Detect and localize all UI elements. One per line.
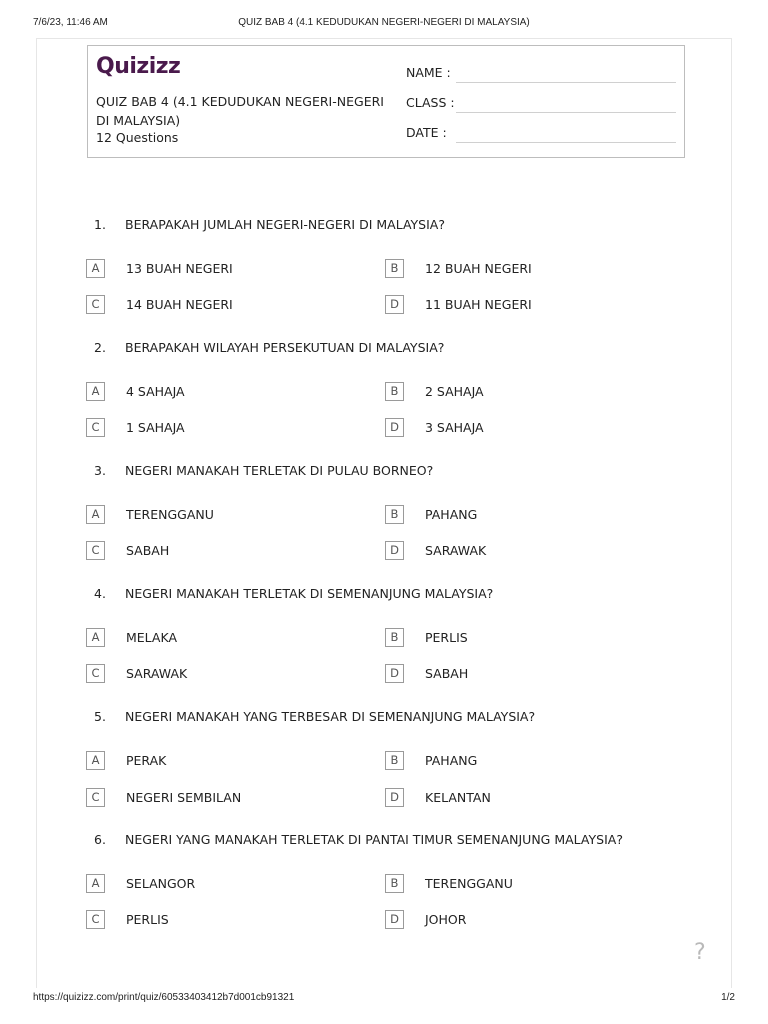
option-letter-box: B <box>385 874 404 893</box>
option-letter-box: D <box>385 295 404 314</box>
option-text: KELANTAN <box>425 790 491 805</box>
date-field <box>406 123 676 143</box>
option-text: PERLIS <box>425 630 468 645</box>
option-text: 4 SAHAJA <box>126 384 185 399</box>
question-text: NEGERI MANAKAH YANG TERBESAR DI SEMENANJUNG MALAYSIA? <box>125 709 536 724</box>
print-header <box>0 17 768 31</box>
question-text: BERAPAKAH JUMLAH NEGERI-NEGERI DI MALAYSIA? <box>125 217 445 232</box>
option-letter-box: C <box>86 541 105 560</box>
question-number: 1. <box>94 217 106 232</box>
option-letter-box: C <box>86 418 105 437</box>
option-letter-box: B <box>385 382 404 401</box>
option-text: 11 BUAH NEGERI <box>425 297 532 312</box>
class-label: CLASS : <box>406 95 455 110</box>
option-letter-box: A <box>86 382 105 401</box>
print-title: QUIZ BAB 4 (4.1 KEDUDUKAN NEGERI-NEGERI DI MALAYSIA) <box>238 17 530 28</box>
quiz-header-box <box>87 45 685 158</box>
option-text: 12 BUAH NEGERI <box>425 261 532 276</box>
quiz-title: QUIZ BAB 4 (4.1 KEDUDUKAN NEGERI-NEGERI DI MALAYSIA) <box>96 94 384 128</box>
question-number: 6. <box>94 832 106 847</box>
name-field <box>406 63 676 83</box>
option-letter-box: A <box>86 259 105 278</box>
option-text: SARAWAK <box>126 666 188 681</box>
option-text: PAHANG <box>425 507 478 522</box>
option-letter-box: D <box>385 788 404 807</box>
class-field <box>406 93 676 113</box>
option-letter-box: C <box>86 295 105 314</box>
help-question-icon[interactable]: ? <box>694 940 706 965</box>
question-number: 4. <box>94 586 106 601</box>
option-letter-box: A <box>86 874 105 893</box>
option-letter-box: D <box>385 664 404 683</box>
question-text: NEGERI MANAKAH TERLETAK DI SEMENANJUNG MALAYSIA? <box>125 586 494 601</box>
question-count: 12 Questions <box>96 130 179 145</box>
option-letter-box: D <box>385 418 404 437</box>
question-text: NEGERI YANG MANAKAH TERLETAK DI PANTAI TIMUR SEMENANJUNG MALAYSIA? <box>125 832 623 847</box>
option-letter-box: B <box>385 259 404 278</box>
option-text: PERAK <box>126 753 167 768</box>
option-text: 2 SAHAJA <box>425 384 484 399</box>
option-letter-box: B <box>385 505 404 524</box>
page-number: 1/2 <box>721 992 735 1003</box>
print-url: https://quizizz.com/print/quiz/60533403412b7d001cb91321 <box>33 992 295 1003</box>
option-text: 3 SAHAJA <box>425 420 484 435</box>
option-text: JOHOR <box>425 912 467 927</box>
question-number: 5. <box>94 709 106 724</box>
option-text: 1 SAHAJA <box>126 420 185 435</box>
name-line <box>456 82 676 83</box>
date-label: DATE : <box>406 125 447 140</box>
option-text: SABAH <box>126 543 170 558</box>
option-letter-box: B <box>385 628 404 647</box>
print-footer <box>0 992 768 1006</box>
option-letter-box: A <box>86 751 105 770</box>
question-number: 2. <box>94 340 106 355</box>
option-letter-box: C <box>86 788 105 807</box>
option-text: SABAH <box>425 666 469 681</box>
option-text: 13 BUAH NEGERI <box>126 261 233 276</box>
option-text: 14 BUAH NEGERI <box>126 297 233 312</box>
option-letter-box: D <box>385 910 404 929</box>
class-line <box>456 112 676 113</box>
quizizz-logo: Quizizz <box>96 54 181 79</box>
name-label: NAME : <box>406 65 451 80</box>
option-text: TERENGGANU <box>425 876 513 891</box>
question-number: 3. <box>94 463 106 478</box>
option-letter-box: B <box>385 751 404 770</box>
option-text: MELAKA <box>126 630 178 645</box>
option-letter-box: C <box>86 910 105 929</box>
option-text: TERENGGANU <box>126 507 214 522</box>
option-text: SARAWAK <box>425 543 487 558</box>
option-letter-box: A <box>86 628 105 647</box>
option-text: PERLIS <box>126 912 169 927</box>
date-line <box>456 142 676 143</box>
print-datetime: 7/6/23, 11:46 AM <box>33 17 108 28</box>
option-letter-box: A <box>86 505 105 524</box>
option-text: PAHANG <box>425 753 478 768</box>
option-text: SELANGOR <box>126 876 196 891</box>
option-letter-box: C <box>86 664 105 683</box>
question-text: BERAPAKAH WILAYAH PERSEKUTUAN DI MALAYSIA? <box>125 340 445 355</box>
option-text: NEGERI SEMBILAN <box>126 790 242 805</box>
option-letter-box: D <box>385 541 404 560</box>
question-text: NEGERI MANAKAH TERLETAK DI PULAU BORNEO? <box>125 463 434 478</box>
